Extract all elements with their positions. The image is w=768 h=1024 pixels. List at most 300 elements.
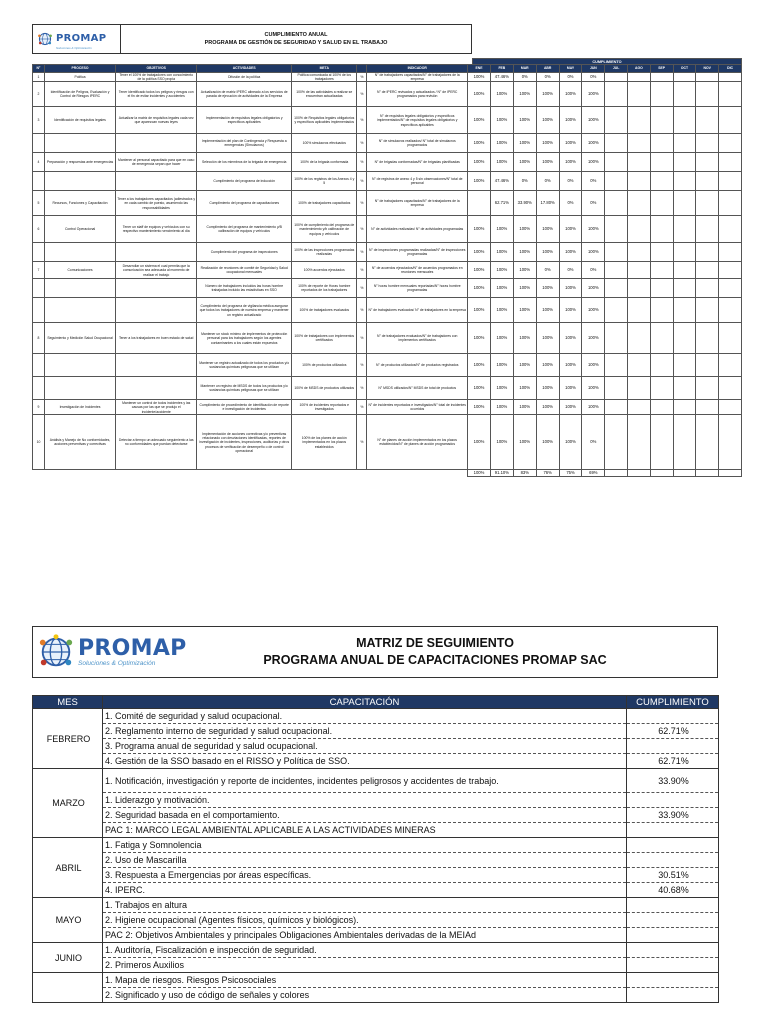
month-empty	[696, 191, 719, 216]
cell-u: %	[357, 377, 367, 400]
training-header-row	[33, 696, 719, 709]
cell-u: %	[357, 153, 367, 172]
cell-actividad: Mantener un registro actualizado de todos los productos y/o sustancias químicas peligrosas que se utilizan	[197, 354, 292, 377]
month-empty	[696, 216, 719, 243]
month-empty	[605, 134, 628, 153]
total-value: 69%	[582, 470, 605, 477]
month-value: 100%	[468, 172, 491, 191]
month-empty	[628, 279, 651, 298]
cell-proceso: Política	[44, 73, 115, 82]
month-empty	[650, 107, 673, 134]
month-empty	[673, 172, 696, 191]
month-value: 100%	[582, 279, 605, 298]
month-cell: MARZO	[33, 769, 103, 838]
compliance-value: 33.90%	[627, 769, 719, 793]
month-value: 100%	[468, 262, 491, 279]
month-empty	[628, 323, 651, 354]
month-empty	[719, 415, 742, 470]
cell-proceso: Identificación de requisitos legales	[44, 107, 115, 134]
training-tracking-document	[32, 626, 718, 1003]
compliance-value: 40.68%	[627, 883, 719, 898]
month-value: 0%	[559, 262, 582, 279]
month-empty	[673, 191, 696, 216]
training-row	[33, 853, 719, 868]
cell-n: 10	[33, 415, 45, 470]
month-empty	[696, 134, 719, 153]
month-value: 100%	[582, 400, 605, 415]
document-subtitle: PROGRAMA DE GESTIÓN DE SEGURIDAD Y SALUD EN EL TRABAJO	[204, 40, 388, 46]
cell-proceso	[44, 298, 115, 323]
month-value: 100%	[582, 153, 605, 172]
table-header-row	[33, 65, 742, 73]
month-value: 100%	[559, 153, 582, 172]
month-value: 100%	[582, 354, 605, 377]
compliance-value	[627, 709, 719, 724]
cell-proceso: Seguimiento y Medición Salud Ocupacional	[44, 323, 115, 354]
month-empty	[673, 262, 696, 279]
training-row	[33, 724, 719, 739]
month-empty	[673, 107, 696, 134]
sst-program-table	[32, 64, 742, 477]
month-value: 47.46%	[490, 172, 513, 191]
cell-meta: 100% de reporte de Horas hombre reportados de los trabajadores	[292, 279, 357, 298]
month-value: 100%	[559, 354, 582, 377]
month-value: 0%	[582, 172, 605, 191]
cell-u: %	[357, 82, 367, 107]
month-empty	[719, 172, 742, 191]
month-empty	[650, 216, 673, 243]
month-empty	[696, 82, 719, 107]
month-value: 100%	[513, 107, 536, 134]
month-value: 100%	[490, 153, 513, 172]
cell-meta: 100% de los registros de los Anexos 4 y 5	[292, 172, 357, 191]
cell-n	[33, 172, 45, 191]
month-value: 100%	[536, 377, 559, 400]
cell-actividad: Cumplimiento del programa de vigilancia médica asegurar que todos los trabajadores de nuestra empresa y mantener un registro actualizado	[197, 298, 292, 323]
month-empty	[696, 262, 719, 279]
header-cell	[357, 65, 367, 73]
training-row	[33, 739, 719, 754]
month-empty	[673, 279, 696, 298]
month-empty	[650, 400, 673, 415]
month-empty	[719, 107, 742, 134]
cell-meta: 100% de las inspecciones programadas realizadas	[292, 243, 357, 262]
header-cell: ACTIVIDADES	[197, 65, 292, 73]
month-empty	[650, 153, 673, 172]
month-header-mar: MAR	[513, 65, 536, 73]
month-value: 100%	[559, 279, 582, 298]
training-topic: 2. Uso de Mascarilla	[103, 853, 627, 868]
month-empty	[605, 262, 628, 279]
month-empty	[719, 191, 742, 216]
title-cell	[213, 627, 717, 677]
month-empty	[696, 323, 719, 354]
cell-actividad: Actualización de matriz IPERC alineado a los servicios de parada de ejecución de actividades de la Empresa	[197, 82, 292, 107]
compliance-value	[627, 793, 719, 808]
cell-n: 2	[33, 82, 45, 107]
month-header-abr: ABR	[536, 65, 559, 73]
month-empty	[650, 262, 673, 279]
cell-u: %	[357, 134, 367, 153]
compliance-value	[627, 988, 719, 1003]
cell-meta: 100% de trabajadores evaluados	[292, 298, 357, 323]
total-value: 100%	[468, 470, 491, 477]
training-topic: 3. Programa anual de seguridad y salud ocupacional.	[103, 739, 627, 754]
cell-n: 9	[33, 400, 45, 415]
cell-n	[33, 243, 45, 262]
training-row	[33, 838, 719, 853]
compliance-value	[627, 973, 719, 988]
month-header-feb: FEB	[490, 65, 513, 73]
header-cell: N°	[33, 65, 45, 73]
compliance-value	[627, 958, 719, 973]
month-empty	[650, 279, 673, 298]
cell-meta: 100% de cumplimiento del programa de mantenimiento y/b calibración de equipos y vehículos	[292, 216, 357, 243]
training-row	[33, 973, 719, 988]
month-empty	[673, 323, 696, 354]
table-row	[33, 107, 742, 134]
cell-n: 7	[33, 262, 45, 279]
total-empty	[650, 470, 673, 477]
globe-logo-icon	[37, 633, 75, 671]
month-empty	[719, 298, 742, 323]
month-value: 100%	[513, 134, 536, 153]
cell-indicador: N° de incidentes reportados e investigados/N° total de incidentes ocurridos	[367, 400, 468, 415]
month-value	[468, 191, 491, 216]
compliance-value: 30.51%	[627, 868, 719, 883]
compliance-value	[627, 943, 719, 958]
compliance-value	[627, 838, 719, 853]
month-cell: FEBRERO	[33, 709, 103, 769]
month-empty	[628, 400, 651, 415]
month-empty	[605, 216, 628, 243]
cell-indicador: N° de productos utilizados/N° de productos registrados	[367, 354, 468, 377]
cell-objetivo: Tener el 100% de trabajadores con conocimiento de la política SSO propia	[116, 73, 197, 82]
cell-meta: 100% de trabajadores capacitados	[292, 191, 357, 216]
col-cumplimiento: CUMPLIMIENTO	[627, 696, 719, 709]
month-empty	[696, 73, 719, 82]
compliance-value	[627, 823, 719, 838]
month-empty	[719, 354, 742, 377]
table-row	[33, 216, 742, 243]
month-value: 100%	[468, 377, 491, 400]
table-row	[33, 73, 742, 82]
month-value: 100%	[468, 400, 491, 415]
cell-n: 5	[33, 191, 45, 216]
month-header-ago: AGO	[628, 65, 651, 73]
cell-proceso: Análisis y Manejo de No conformidades, acciones preventivas y correctivas	[44, 415, 115, 470]
month-value: 100%	[513, 216, 536, 243]
cell-proceso	[44, 279, 115, 298]
month-empty	[650, 354, 673, 377]
cell-actividad: Implementación de requisitos legales obligatorios y específicos aplicables	[197, 107, 292, 134]
month-value: 100%	[582, 377, 605, 400]
training-row	[33, 754, 719, 769]
cell-u: %	[357, 279, 367, 298]
month-header-nov: NOV	[696, 65, 719, 73]
totals-spacer	[33, 470, 468, 477]
cell-u: %	[357, 107, 367, 134]
month-empty	[673, 82, 696, 107]
month-value: 100%	[536, 82, 559, 107]
month-value: 100%	[468, 73, 491, 82]
month-empty	[673, 354, 696, 377]
month-empty	[628, 298, 651, 323]
month-empty	[628, 134, 651, 153]
month-empty	[605, 73, 628, 82]
cell-u: %	[357, 216, 367, 243]
cell-actividad: Selección de los miembros de la brigada de emergencia	[197, 153, 292, 172]
training-topic: 2. Primeros Auxilios	[103, 958, 627, 973]
month-empty	[628, 262, 651, 279]
header-cell: PROCESO	[44, 65, 115, 73]
cell-objetivo: Actualizar la matriz de requisitos legales cada vez que aparezcan nuevas leyes	[116, 107, 197, 134]
training-row	[33, 793, 719, 808]
month-empty	[696, 107, 719, 134]
month-value: 100%	[468, 107, 491, 134]
month-empty	[605, 354, 628, 377]
month-value: 100%	[513, 262, 536, 279]
month-value: 100%	[490, 298, 513, 323]
cell-objetivo: Mantener un control de todos incidentes y las causas por las que se produjo el incidente/accidente	[116, 400, 197, 415]
compliance-value: 33.90%	[627, 808, 719, 823]
training-topic: 1. Fatiga y Somnolencia	[103, 838, 627, 853]
cell-u: %	[357, 262, 367, 279]
matrix-title: MATRIZ DE SEGUIMIENTO	[356, 636, 514, 650]
training-table	[32, 695, 719, 1003]
month-value: 100%	[490, 216, 513, 243]
logo-cell	[33, 627, 213, 677]
cell-proceso	[44, 243, 115, 262]
month-value: 100%	[468, 82, 491, 107]
month-value: 100%	[559, 377, 582, 400]
month-value: 100%	[513, 415, 536, 470]
cell-meta: 100% simulacros efectuados	[292, 134, 357, 153]
header-cell: OBJETIVOS	[116, 65, 197, 73]
month-value: 100%	[490, 134, 513, 153]
month-empty	[605, 298, 628, 323]
month-value: 100%	[513, 279, 536, 298]
month-value: 100%	[536, 354, 559, 377]
month-empty	[628, 73, 651, 82]
total-empty	[719, 470, 742, 477]
table-row	[33, 400, 742, 415]
training-row	[33, 709, 719, 724]
month-empty	[673, 216, 696, 243]
cell-n	[33, 279, 45, 298]
cell-meta: 100% de trabajadores con implementos certificados	[292, 323, 357, 354]
month-value: 100%	[559, 400, 582, 415]
cell-u: %	[357, 298, 367, 323]
cell-proceso	[44, 172, 115, 191]
table-row	[33, 191, 742, 216]
month-empty	[719, 73, 742, 82]
month-value: 100%	[559, 243, 582, 262]
month-value: 100%	[513, 243, 536, 262]
cell-indicador: N° de requisitos legales obligatorios y específicos implementados/N° de requisitos legales obligatorios y específicos aplicables	[367, 107, 468, 134]
month-value: 100%	[536, 323, 559, 354]
month-value: 100%	[490, 262, 513, 279]
totals-row	[33, 470, 742, 477]
table-row	[33, 323, 742, 354]
cell-u: %	[357, 73, 367, 82]
month-value: 100%	[490, 354, 513, 377]
month-value: 100%	[559, 82, 582, 107]
cell-proceso: Comunicaciones	[44, 262, 115, 279]
cell-objetivo: Detectar a tiempo un adecuado seguimiento a las no conformidades que puedan detectarse	[116, 415, 197, 470]
month-empty	[673, 377, 696, 400]
training-topic: 4. IPERC.	[103, 883, 627, 898]
training-topic: 2. Reglamento interno de seguridad y salud ocupacional.	[103, 724, 627, 739]
cell-objetivo: Desarrollar un sistema el cual permita que la comunicación sea adecuada al momento de realizar el trabajo	[116, 262, 197, 279]
month-empty	[719, 216, 742, 243]
training-row	[33, 868, 719, 883]
month-value: 100%	[490, 107, 513, 134]
cell-objetivo	[116, 377, 197, 400]
compliance-value	[627, 928, 719, 943]
month-empty	[650, 134, 673, 153]
month-value: 100%	[582, 107, 605, 134]
month-cell	[33, 973, 103, 1003]
cell-proceso	[44, 134, 115, 153]
month-value: 0%	[559, 172, 582, 191]
cell-n	[33, 354, 45, 377]
total-value: 76%	[536, 470, 559, 477]
cell-indicador: N° de planes de acción implementados en los plazos establecidos/N° de planes de acción programados	[367, 415, 468, 470]
training-topic: 1. Liderazgo y motivación.	[103, 793, 627, 808]
table-row	[33, 415, 742, 470]
month-empty	[696, 153, 719, 172]
month-empty	[719, 153, 742, 172]
month-empty	[628, 191, 651, 216]
compliance-value: 62.71%	[627, 754, 719, 769]
training-topic: 4. Gestión de la SSO basado en el RISSO y Política de SSO.	[103, 754, 627, 769]
compliance-value	[627, 853, 719, 868]
month-value: 100%	[513, 377, 536, 400]
promap-logo	[37, 28, 106, 50]
month-empty	[650, 377, 673, 400]
month-value: 0%	[559, 73, 582, 82]
month-value: 100%	[559, 415, 582, 470]
month-empty	[650, 82, 673, 107]
cell-n	[33, 298, 45, 323]
month-value: 100%	[468, 153, 491, 172]
month-value: 100%	[536, 153, 559, 172]
month-empty	[650, 172, 673, 191]
cell-indicador: N° de trabajadores capacitados/N° de trabajadores de la empresa	[367, 73, 468, 82]
month-empty	[719, 279, 742, 298]
cell-actividad: Cumplimiento del programa de mantenimiento y/B calibración de equipos y vehículos	[197, 216, 292, 243]
month-empty	[628, 354, 651, 377]
globe-logo-icon	[37, 31, 53, 47]
month-empty	[628, 153, 651, 172]
month-empty	[719, 377, 742, 400]
cell-objetivo: Mantener al personal capacitado para que en caso de emergencia sepan que hacer	[116, 153, 197, 172]
month-value: 100%	[536, 298, 559, 323]
cell-n: 4	[33, 153, 45, 172]
month-cell: MAYO	[33, 898, 103, 943]
month-header-sep: SEP	[650, 65, 673, 73]
month-value: 100%	[513, 82, 536, 107]
training-row	[33, 769, 719, 793]
month-empty	[696, 298, 719, 323]
cell-actividad: Cumplimiento de procedimiento de identificación de reporte e investigación de incidentes	[197, 400, 292, 415]
total-empty	[673, 470, 696, 477]
cell-indicador: N° de simulacros realizados/ N° total de simulacros programados	[367, 134, 468, 153]
month-header-jul: JUL	[605, 65, 628, 73]
month-empty	[628, 216, 651, 243]
cell-objetivo	[116, 243, 197, 262]
month-value: 100%	[536, 415, 559, 470]
month-value: 100%	[490, 82, 513, 107]
cell-proceso	[44, 377, 115, 400]
cell-actividad: Cumplimiento del programa de inducción	[197, 172, 292, 191]
cell-indicador: N° de IPERC revisados y actualizados / N° de IPERC programados para revisión	[367, 82, 468, 107]
month-empty	[696, 243, 719, 262]
month-empty	[719, 243, 742, 262]
cell-proceso: Recursos, Funciones y Capacitación	[44, 191, 115, 216]
cell-actividad: Realización de reuniones de comité de Seguridad y Salud ocupacional mensuales	[197, 262, 292, 279]
col-mes: MES	[33, 696, 103, 709]
month-empty	[650, 298, 673, 323]
table-row	[33, 377, 742, 400]
month-value: 100%	[490, 400, 513, 415]
month-empty	[628, 82, 651, 107]
month-value: 0%	[536, 73, 559, 82]
month-empty	[673, 415, 696, 470]
month-value: 100%	[513, 400, 536, 415]
training-topic: 2. Higiene ocupacional (Agentes físicos, químicos y biológicos).	[103, 913, 627, 928]
month-empty	[673, 73, 696, 82]
month-value: 100%	[468, 415, 491, 470]
month-empty	[719, 82, 742, 107]
month-value: 0%	[513, 73, 536, 82]
month-value: 100%	[582, 134, 605, 153]
compliance-value	[627, 898, 719, 913]
month-value: 0%	[582, 191, 605, 216]
training-row	[33, 943, 719, 958]
cell-objetivo	[116, 134, 197, 153]
month-empty	[719, 262, 742, 279]
training-topic: 1. Trabajos en altura	[103, 898, 627, 913]
cell-u: %	[357, 323, 367, 354]
cell-actividad: Implementación de acciones correctivas y/o preventivas relacionado con desviaciones identificadas, reportes de investigación de incidentes, inspecciones, auditorías y otros procesos de verificación de desempeño o de control operacional	[197, 415, 292, 470]
month-cell: JUNIO	[33, 943, 103, 973]
table-row	[33, 243, 742, 262]
month-header-oct: OCT	[673, 65, 696, 73]
month-value: 100%	[582, 243, 605, 262]
training-row	[33, 913, 719, 928]
header-cell: META	[292, 65, 357, 73]
col-capacitacion: CAPACITACIÓN	[103, 696, 627, 709]
month-empty	[673, 243, 696, 262]
brand-tagline: Soluciones & Optimización	[78, 659, 156, 667]
training-row	[33, 883, 719, 898]
matrix-subtitle: PROGRAMA ANUAL DE CAPACITACIONES PROMAP SAC	[263, 653, 607, 667]
month-value: 17.80%	[536, 191, 559, 216]
cell-meta: 100% de incidentes reportados e investigados	[292, 400, 357, 415]
cell-u: %	[357, 243, 367, 262]
training-topic: 3. Respuesta a Emergencias por áreas específicas.	[103, 868, 627, 883]
month-header-ene: ENE	[468, 65, 491, 73]
month-header-dic: DIC	[719, 65, 742, 73]
cell-objetivo: Tener un staff de equipos y vehículos con su respectivo mantenimiento vencimiento al día	[116, 216, 197, 243]
month-empty	[719, 323, 742, 354]
brand-tagline: Soluciones & Optimización	[56, 46, 92, 50]
cell-objetivo	[116, 172, 197, 191]
compliance-value	[627, 913, 719, 928]
cell-indicador: N° horas hombre mensuales reportadas/N° horas hombre programadas	[367, 279, 468, 298]
